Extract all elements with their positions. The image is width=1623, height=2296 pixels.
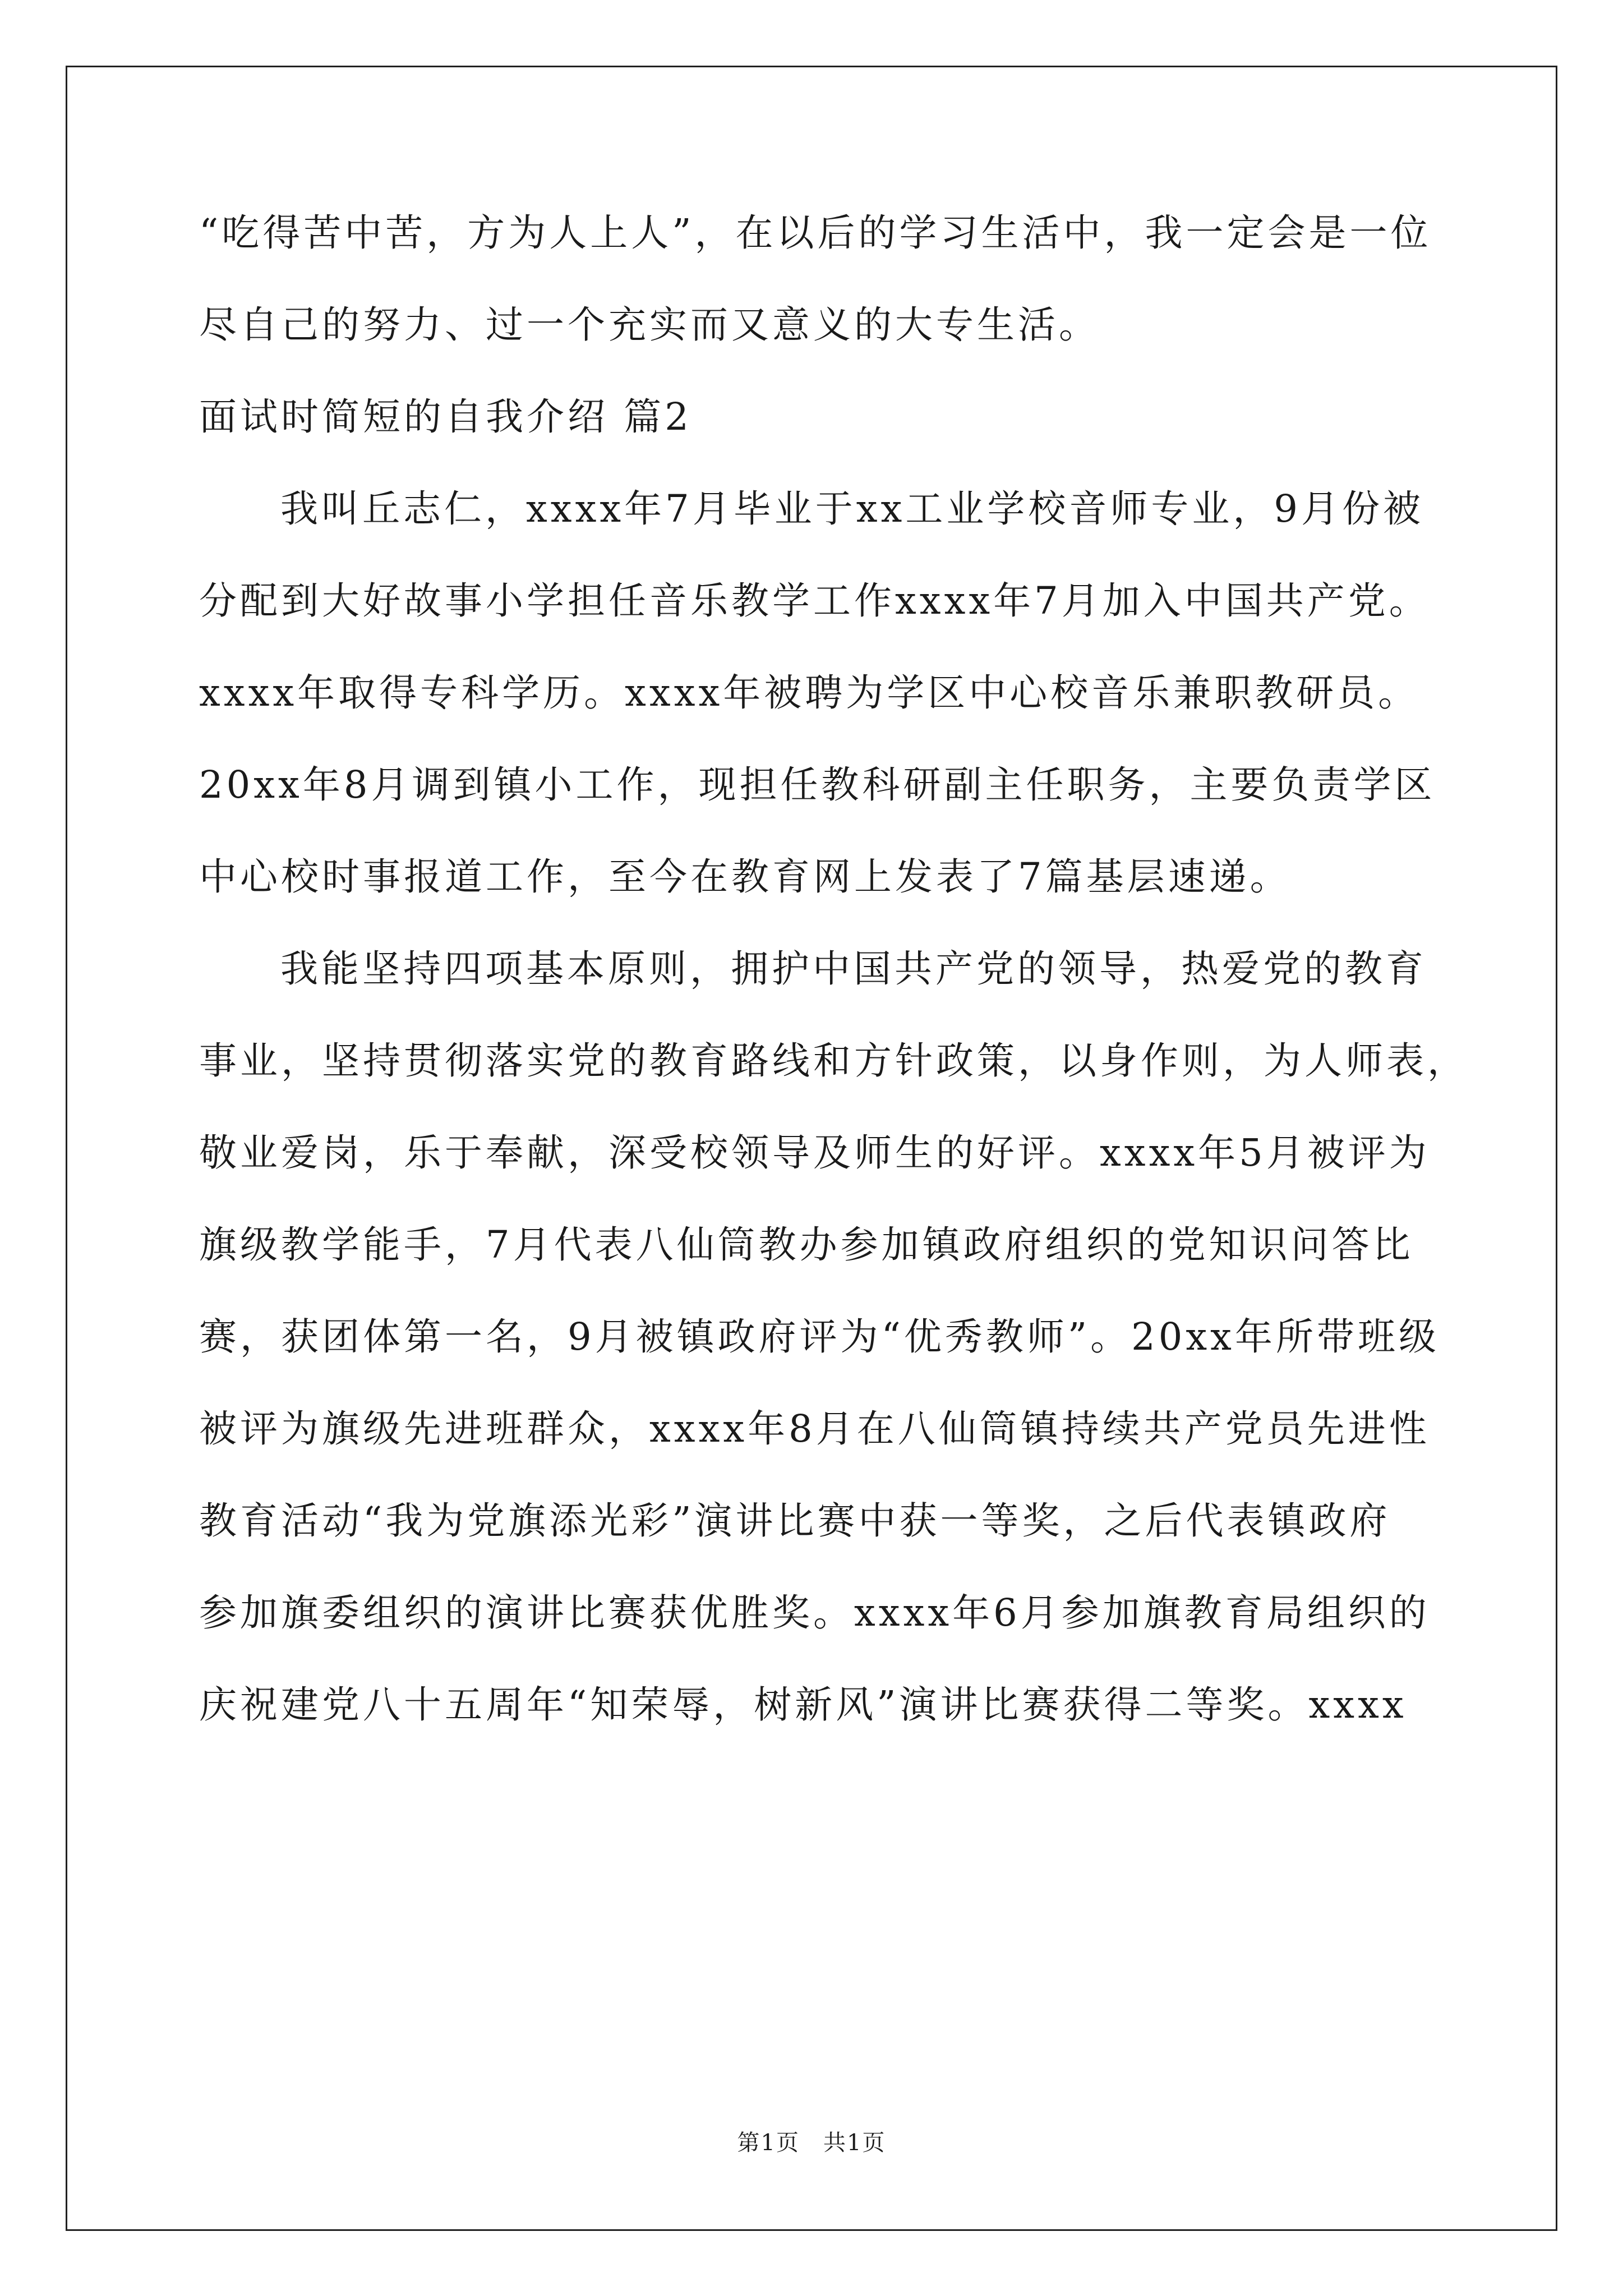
paragraph-line: 事业，坚持贯彻落实党的教育路线和方针政策，以身作则，为人师表， — [199, 1039, 1468, 1083]
paragraph-line: 尽自己的努力、过一个充实而又意义的大专生活。 — [199, 303, 1100, 347]
paragraph-line: 庆祝建党八十五周年“知荣辱，树新风”演讲比赛获得二等奖。xxxx — [199, 1683, 1407, 1727]
paragraph-line: “吃得苦中苦，方为人上人”，在以后的学习生活中，我一定会是一位 — [199, 211, 1432, 255]
paragraph-line: 赛，获团体第一名，9月被镇政府评为“优秀教师”。20xx年所带班级 — [199, 1315, 1440, 1359]
paragraph-line: 敬业爱岗，乐于奉献，深受校领导及师生的好评。xxxx年5月被评为 — [199, 1131, 1430, 1175]
paragraph-line: 旗级教学能手，7月代表八仙筒教办参加镇政府组织的党知识问答比 — [199, 1223, 1414, 1267]
paragraph-line: 教育活动“我为党旗添光彩”演讲比赛中获一等奖，之后代表镇政府 — [199, 1499, 1391, 1543]
paragraph-line: 参加旗委组织的演讲比赛获优胜奖。xxxx年6月参加旗教育局组织的 — [199, 1591, 1430, 1635]
paragraph-line: 20xx年8月调到镇小工作，现担任教科研副主任职务，主要负责学区 — [199, 763, 1436, 807]
paragraph-line: 分配到大好故事小学担任音乐教学工作xxxx年7月加入中国共产党。 — [199, 579, 1430, 623]
paragraph-first-line: 我叫丘志仁，xxxx年7月毕业于xx工业学校音师专业，9月份被 — [280, 487, 1424, 531]
paragraph-line: 中心校时事报道工作，至今在教育网上发表了7篇基层速递。 — [199, 855, 1291, 899]
paragraph-line: 被评为旗级先进班群众，xxxx年8月在八仙筒镇持续共产党员先进性 — [199, 1407, 1430, 1451]
paragraph-first-line: 我能坚持四项基本原则，拥护中国共产党的领导，热爱党的教育 — [280, 947, 1427, 991]
page-number-footer: 第1页 共1页 — [737, 2130, 886, 2156]
section-heading: 面试时简短的自我介绍 篇2 — [199, 395, 692, 439]
paragraph-line: xxxx年取得专科学历。xxxx年被聘为学区中心校音乐兼职教研员。 — [199, 671, 1419, 715]
